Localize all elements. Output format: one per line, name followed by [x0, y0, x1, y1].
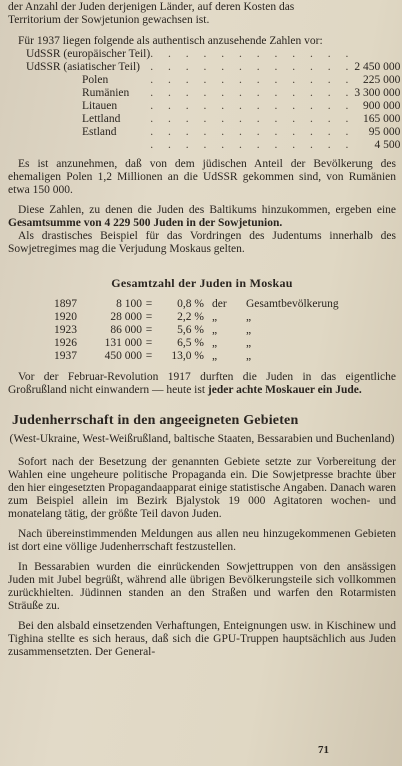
moskau-note: „ [246, 324, 252, 336]
population-value: 225 000 [362, 74, 401, 86]
region-label: Rumänien [82, 87, 130, 99]
population-row [26, 61, 400, 74]
paragraph-arrests: Bei den alsbald einsetzenden Verhaftungen, Enteignungen usw. in Kischinew und Tighina stellte es sich heraus, daß sich die GPU-Truppen hauptsächlich aus Juden zusammensetzten. Der General- [8, 620, 396, 658]
paragraph-occupation: Sofort nach der Besetzung der genannten Gebiete setzte zur Vorbereitung der Wahlen eine ungeheure politische Propaganda ein. Die Sowjetpresse brachte über den hier eingesetzten Propagandaapparat einige statistische Angaben. Danach waren zum Beispiel allein im Bezirk Bjalystok 19 000 Agitatoren wochen- und monatelang tätig, der größte Teil davon Juden. [8, 456, 396, 520]
moskau-row [54, 298, 339, 311]
moskau-der: „ [212, 350, 218, 362]
moskau-table [54, 298, 339, 363]
figures-intro: Für 1937 liegen folgende als authentisch anzusehende Zahlen vor: [18, 35, 323, 47]
moskau-percent: 5,6 % [177, 324, 204, 336]
population-row [26, 100, 400, 113]
paragraph-assumption: Es ist anzunehmen, daß von dem jüdischen Anteil der Bevölkerung des ehemaligen Polen 1,2 Millionen an die UdSSR gekommen sind, von Rumänien etwa 150 000. [8, 158, 396, 196]
leader-dots: . . . . . . . . . . . . [150, 100, 355, 112]
paragraph-reports: Nach übereinstimmenden Meldungen aus allen neu hinzugekommenen Gebieten ist dort eine völlige Judenherrschaft festzustellen. [8, 528, 396, 553]
intro-line: Territorium der Sowjetunion gewachsen ist. [8, 14, 210, 26]
population-value: 900 000 [362, 100, 401, 112]
population-value: 95 000 [368, 126, 401, 138]
moskau-table-title: Gesamtzahl der Juden in Moskau [111, 276, 293, 290]
moskau-year: 1937 [54, 350, 77, 362]
moskau-row [54, 324, 339, 337]
region-label: UdSSR (asiatischer Teil) [26, 61, 140, 73]
section-title: Judenherrschaft in den angeeigneten Gebieten [12, 413, 299, 428]
leader-dots: . . . . . . . . . . . . [150, 61, 355, 73]
population-row [26, 113, 400, 126]
moskau-absolute: 131 000 [104, 337, 142, 349]
population-value: 3 300 000 [354, 87, 401, 99]
moskau-year: 1923 [54, 324, 77, 336]
moskau-absolute: 8 100 [116, 298, 142, 310]
moskau-absolute: 450 000 [104, 350, 142, 362]
region-label [26, 139, 150, 152]
paragraph-example: Als drastisches Beispiel für das Vordringen des Judentums innerhalb des Sowjetregimes mag die Verjudung Moskaus gelten. [8, 230, 396, 255]
moskau-equals: = [145, 311, 153, 323]
moskau-absolute: 28 000 [110, 311, 142, 323]
leader-dots: . . . . . . . . . . . . [150, 126, 355, 138]
moskau-note: „ [246, 350, 252, 362]
page-number: 71 [318, 744, 329, 756]
moskau-equals: = [145, 324, 153, 336]
moskau-note: „ [246, 337, 252, 349]
population-row [26, 48, 400, 61]
revolution-emphasis: jeder achte Moskauer ein Jude. [207, 384, 362, 396]
population-value: 165 000 [362, 113, 401, 125]
population-value [354, 48, 400, 61]
population-row [26, 139, 400, 152]
moskau-equals: = [145, 337, 153, 349]
page-content [8, 0, 401, 659]
region-label: Lettland [82, 113, 121, 125]
moskau-der: der [212, 298, 227, 310]
region-label: UdSSR (europäischer Teil) [26, 48, 151, 60]
moskau-der: „ [212, 337, 218, 349]
moskau-percent: 0,8 % [177, 298, 204, 310]
moskau-year: 1926 [54, 337, 77, 349]
moskau-note: „ [246, 311, 252, 323]
moskau-equals: = [145, 350, 153, 362]
moskau-percent: 2,2 % [177, 311, 204, 323]
population-value: 2 450 000 [354, 61, 401, 73]
paragraph-revolution [8, 371, 396, 397]
population-value: 4 500 [374, 139, 401, 151]
population-table [26, 48, 400, 152]
paragraph-total [8, 204, 396, 230]
intro-paragraph [8, 0, 396, 27]
moskau-row [54, 337, 339, 350]
moskau-percent: 13,0 % [171, 350, 204, 362]
moskau-absolute: 86 000 [110, 324, 142, 336]
section-subtitle: (West-Ukraine, West-Weißrußland, baltische Staaten, Bessarabien und Buchenland) [9, 433, 395, 445]
moskau-row [54, 350, 339, 363]
moskau-year: 1920 [54, 311, 77, 323]
leader-dots: . . . . . . . . . . . . [150, 48, 355, 60]
moskau-equals: = [145, 298, 153, 310]
region-label: Polen [82, 74, 109, 86]
population-row [26, 126, 400, 139]
region-label: Litauen [82, 100, 118, 112]
moskau-der: „ [212, 324, 218, 336]
leader-dots: . . . . . . . . . . . . [150, 139, 355, 151]
population-row [26, 74, 400, 87]
moskau-percent: 6,5 % [177, 337, 204, 349]
leader-dots: . . . . . . . . . . . . [150, 74, 355, 86]
leader-dots: . . . . . . . . . . . . [150, 113, 355, 125]
region-label: Estland [82, 126, 117, 138]
moskau-year: 1897 [54, 298, 77, 310]
moskau-row [54, 311, 339, 324]
paragraph-revolution-text: Vor der Februar-Revolution 1917 durften die Juden in das eigentliche Großrußland nicht einwandern — heute ist [8, 371, 396, 396]
leader-dots: . . . . . . . . . . . . [150, 87, 355, 99]
paragraph-total-text: Diese Zahlen, zu denen die Juden des Baltikums hinzukommen, ergeben eine [18, 204, 396, 216]
paragraph-bessarabia: In Bessarabien wurden die einrückenden Sowjettruppen von den ansässigen Juden mit Jubel begrüßt, während alle übrigen Bevölkerungsteile sich vollkommen zurückhielten. Jüdinnen standen an den Straßen und warfen den Rotarmisten Sträuße zu. [8, 561, 396, 612]
total-sum-emphasis: Gesamtsumme von 4 229 500 Juden in der Sowjetunion. [8, 217, 283, 229]
population-row [26, 87, 400, 100]
intro-line: der Anzahl der Juden derjenigen Länder, auf deren Kosten das [8, 1, 295, 13]
moskau-der: „ [212, 311, 218, 323]
moskau-note: Gesamtbevölkerung [246, 298, 339, 310]
